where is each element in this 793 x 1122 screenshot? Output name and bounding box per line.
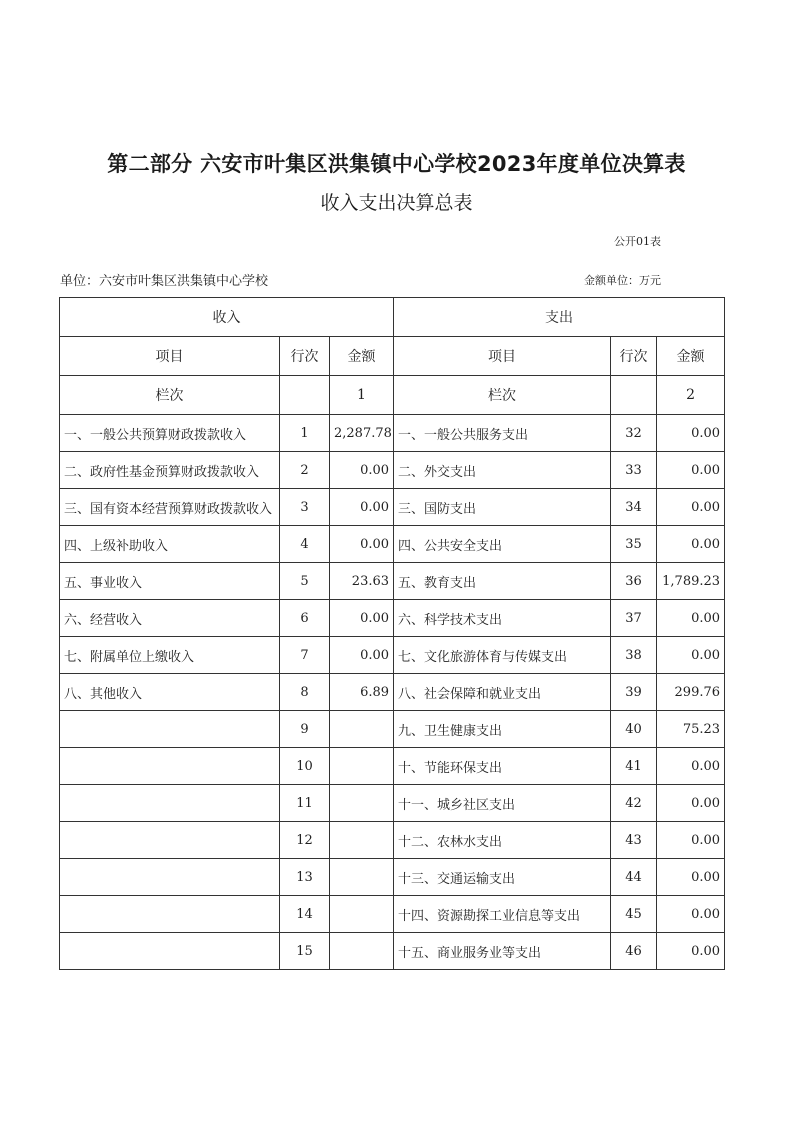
expense-item-cell: 三、国防支出 bbox=[394, 489, 611, 526]
expense-item-cell: 十二、农林水支出 bbox=[394, 822, 611, 859]
income-line-cell: 5 bbox=[280, 563, 330, 600]
income-amount-cell: 0.00 bbox=[330, 637, 394, 674]
expense-item-cell: 十三、交通运输支出 bbox=[394, 859, 611, 896]
income-index-label: 栏次 bbox=[60, 376, 280, 415]
expense-amount-cell: 0.00 bbox=[657, 748, 725, 785]
table-row bbox=[60, 859, 725, 896]
expense-index-empty bbox=[611, 376, 657, 415]
expense-line-cell: 32 bbox=[611, 415, 657, 452]
income-item-cell bbox=[60, 933, 280, 970]
column-index-row bbox=[60, 376, 725, 415]
income-line-cell: 6 bbox=[280, 600, 330, 637]
income-item-cell: 五、事业收入 bbox=[60, 563, 280, 600]
income-item-cell: 一、一般公共预算财政拨款收入 bbox=[60, 415, 280, 452]
table-row bbox=[60, 415, 725, 452]
income-line-cell: 11 bbox=[280, 785, 330, 822]
table-row bbox=[60, 711, 725, 748]
income-index-empty bbox=[280, 376, 330, 415]
expense-amount-header: 金额 bbox=[657, 337, 725, 376]
expense-amount-cell: 0.00 bbox=[657, 933, 725, 970]
expense-line-header: 行次 bbox=[611, 337, 657, 376]
table-row bbox=[60, 822, 725, 859]
table-subtitle: 收入支出决算总表 bbox=[320, 192, 473, 214]
income-line-cell: 4 bbox=[280, 526, 330, 563]
expense-amount-cell: 0.00 bbox=[657, 859, 725, 896]
income-item-cell bbox=[60, 711, 280, 748]
income-line-cell: 10 bbox=[280, 748, 330, 785]
expense-amount-cell: 299.76 bbox=[657, 674, 725, 711]
expense-line-cell: 40 bbox=[611, 711, 657, 748]
income-item-cell: 八、其他收入 bbox=[60, 674, 280, 711]
income-expense-table bbox=[59, 297, 725, 970]
income-line-cell: 1 bbox=[280, 415, 330, 452]
income-item-cell: 二、政府性基金预算财政拨款收入 bbox=[60, 452, 280, 489]
expense-line-cell: 42 bbox=[611, 785, 657, 822]
income-amount-cell bbox=[330, 822, 394, 859]
income-amount-cell bbox=[330, 896, 394, 933]
expense-item-header: 项目 bbox=[394, 337, 611, 376]
table-row bbox=[60, 785, 725, 822]
form-code: 公开01表 bbox=[614, 235, 661, 248]
expense-item-cell: 十四、资源勘探工业信息等支出 bbox=[394, 896, 611, 933]
expense-line-cell: 38 bbox=[611, 637, 657, 674]
table-row bbox=[60, 563, 725, 600]
income-line-header: 行次 bbox=[280, 337, 330, 376]
reporting-unit: 单位：六安市叶集区洪集镇中心学校 bbox=[60, 274, 269, 289]
expense-item-cell: 十、节能环保支出 bbox=[394, 748, 611, 785]
income-amount-cell bbox=[330, 933, 394, 970]
income-line-cell: 14 bbox=[280, 896, 330, 933]
expense-line-cell: 41 bbox=[611, 748, 657, 785]
expense-amount-cell: 0.00 bbox=[657, 415, 725, 452]
income-line-cell: 3 bbox=[280, 489, 330, 526]
expense-amount-cell: 0.00 bbox=[657, 637, 725, 674]
expense-item-cell: 八、社会保障和就业支出 bbox=[394, 674, 611, 711]
expense-item-cell: 二、外交支出 bbox=[394, 452, 611, 489]
income-amount-cell: 0.00 bbox=[330, 452, 394, 489]
income-line-cell: 12 bbox=[280, 822, 330, 859]
income-item-cell bbox=[60, 859, 280, 896]
expense-header: 支出 bbox=[394, 298, 725, 337]
expense-item-cell: 六、科学技术支出 bbox=[394, 600, 611, 637]
expense-index-label: 栏次 bbox=[394, 376, 611, 415]
expense-amount-cell: 1,789.23 bbox=[657, 563, 725, 600]
expense-line-cell: 44 bbox=[611, 859, 657, 896]
expense-line-cell: 34 bbox=[611, 489, 657, 526]
expense-amount-cell: 0.00 bbox=[657, 526, 725, 563]
income-item-cell: 六、经营收入 bbox=[60, 600, 280, 637]
income-item-cell bbox=[60, 785, 280, 822]
income-line-cell: 15 bbox=[280, 933, 330, 970]
table-row bbox=[60, 896, 725, 933]
income-line-cell: 9 bbox=[280, 711, 330, 748]
income-item-cell bbox=[60, 748, 280, 785]
income-amount-cell: 6.89 bbox=[330, 674, 394, 711]
income-line-cell: 8 bbox=[280, 674, 330, 711]
expense-line-cell: 36 bbox=[611, 563, 657, 600]
income-amount-cell bbox=[330, 785, 394, 822]
table-row bbox=[60, 674, 725, 711]
income-header: 收入 bbox=[60, 298, 394, 337]
table-row bbox=[60, 748, 725, 785]
income-amount-cell: 0.00 bbox=[330, 526, 394, 563]
income-item-cell: 三、国有资本经营预算财政拨款收入 bbox=[60, 489, 280, 526]
expense-item-cell: 四、公共安全支出 bbox=[394, 526, 611, 563]
money-unit: 金额单位：万元 bbox=[584, 274, 661, 287]
page-title: 第二部分 六安市叶集区洪集镇中心学校2023年度单位决算表 bbox=[107, 152, 686, 176]
expense-line-cell: 37 bbox=[611, 600, 657, 637]
income-amount-cell: 2,287.78 bbox=[330, 415, 394, 452]
table-row bbox=[60, 489, 725, 526]
expense-amount-cell: 75.23 bbox=[657, 711, 725, 748]
expense-line-cell: 43 bbox=[611, 822, 657, 859]
expense-line-cell: 33 bbox=[611, 452, 657, 489]
table-row bbox=[60, 600, 725, 637]
income-line-cell: 2 bbox=[280, 452, 330, 489]
income-item-cell: 七、附属单位上缴收入 bbox=[60, 637, 280, 674]
income-line-cell: 13 bbox=[280, 859, 330, 896]
table-row bbox=[60, 526, 725, 563]
expense-amount-cell: 0.00 bbox=[657, 822, 725, 859]
income-line-cell: 7 bbox=[280, 637, 330, 674]
income-amount-cell: 0.00 bbox=[330, 489, 394, 526]
expense-index-number: 2 bbox=[657, 376, 725, 415]
income-item-cell: 四、上级补助收入 bbox=[60, 526, 280, 563]
income-item-cell bbox=[60, 822, 280, 859]
income-item-header: 项目 bbox=[60, 337, 280, 376]
table-row bbox=[60, 452, 725, 489]
table-row bbox=[60, 637, 725, 674]
expense-amount-cell: 0.00 bbox=[657, 452, 725, 489]
income-amount-cell bbox=[330, 748, 394, 785]
expense-amount-cell: 0.00 bbox=[657, 896, 725, 933]
expense-item-cell: 一、一般公共服务支出 bbox=[394, 415, 611, 452]
expense-amount-cell: 0.00 bbox=[657, 489, 725, 526]
income-amount-cell bbox=[330, 711, 394, 748]
expense-item-cell: 五、教育支出 bbox=[394, 563, 611, 600]
income-amount-cell: 23.63 bbox=[330, 563, 394, 600]
income-item-cell bbox=[60, 896, 280, 933]
expense-line-cell: 46 bbox=[611, 933, 657, 970]
expense-item-cell: 九、卫生健康支出 bbox=[394, 711, 611, 748]
income-amount-cell: 0.00 bbox=[330, 600, 394, 637]
expense-item-cell: 十五、商业服务业等支出 bbox=[394, 933, 611, 970]
section-header-row bbox=[60, 298, 725, 337]
income-index-number: 1 bbox=[330, 376, 394, 415]
table-row bbox=[60, 933, 725, 970]
expense-line-cell: 35 bbox=[611, 526, 657, 563]
expense-line-cell: 45 bbox=[611, 896, 657, 933]
expense-line-cell: 39 bbox=[611, 674, 657, 711]
income-amount-header: 金额 bbox=[330, 337, 394, 376]
expense-item-cell: 十一、城乡社区支出 bbox=[394, 785, 611, 822]
income-amount-cell bbox=[330, 859, 394, 896]
column-header-row bbox=[60, 337, 725, 376]
expense-item-cell: 七、文化旅游体育与传媒支出 bbox=[394, 637, 611, 674]
expense-amount-cell: 0.00 bbox=[657, 600, 725, 637]
expense-amount-cell: 0.00 bbox=[657, 785, 725, 822]
